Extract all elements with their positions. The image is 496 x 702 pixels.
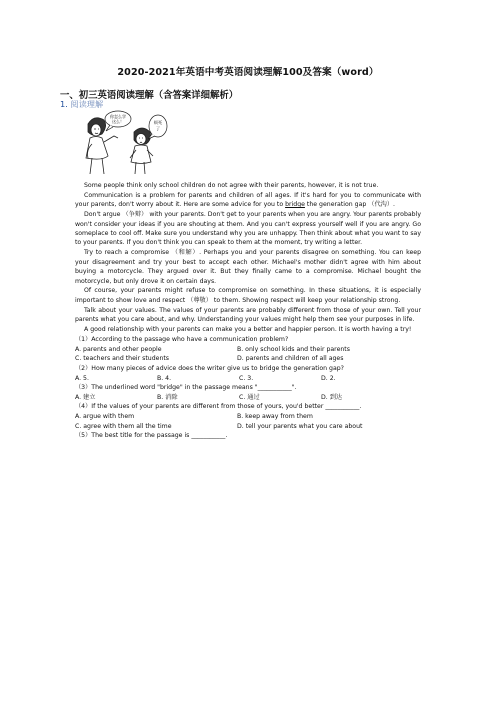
option-a[interactable]: A. 建立 bbox=[75, 393, 96, 401]
question-2-options bbox=[75, 374, 421, 383]
option-b[interactable]: B. 4. bbox=[157, 374, 172, 382]
paragraph-2 bbox=[75, 191, 421, 210]
option-d[interactable]: D. 2. bbox=[321, 374, 336, 382]
question-4-options-row-1 bbox=[75, 412, 421, 421]
question-2: （2）How many pieces of advice does the writer give us to bridge the generation gap? bbox=[75, 364, 344, 372]
paragraph-1: Some people think only school children do not agree with their parents, however, it is not true. bbox=[84, 182, 379, 189]
option-b[interactable]: B. only school kids and their parents bbox=[237, 345, 350, 353]
question-3: （3）The underlined word "bridge" in the passage means "___________". bbox=[75, 384, 297, 392]
option-b[interactable]: B. keep away from them bbox=[237, 413, 313, 421]
svg-text:了: 了 bbox=[155, 126, 161, 131]
option-a[interactable]: A. 5. bbox=[75, 374, 89, 382]
reading-passage bbox=[75, 181, 421, 441]
paragraph-7: A good relationship with your parents can make you a better and happier person. It is worth having a try! bbox=[84, 326, 412, 334]
option-a[interactable]: A. parents and other people bbox=[75, 345, 162, 353]
question-4-options-row-2 bbox=[75, 422, 421, 431]
speech-bubble-left bbox=[105, 111, 131, 131]
question-1-options-row-1 bbox=[75, 345, 421, 354]
speech-bubble-right bbox=[148, 115, 167, 139]
option-d[interactable]: D. tell your parents what you care about bbox=[237, 422, 363, 430]
underlined-word: bridge bbox=[285, 201, 305, 209]
option-c[interactable]: C. 3. bbox=[239, 374, 254, 382]
paragraph-6: Talk about your values. The values of your parents are probably different from those of your own. Tell your parents what you care about, and why. Understanding your values might help them see your purposes in life. bbox=[75, 306, 421, 324]
svg-text:烦死: 烦死 bbox=[153, 120, 163, 125]
option-c[interactable]: C. agree with them all the time bbox=[75, 422, 172, 430]
paragraph-2-tail: the generation gap （代沟）. bbox=[304, 201, 395, 209]
subsection-number: 1. bbox=[60, 99, 68, 109]
question-4: （4）If the values of your parents are different from those of yours, you'd better ___________. bbox=[75, 403, 362, 411]
paragraph-3: Don't argue （争辩） with your parents. Don't get to your parents when you are angry. Your parents probably won't consider your ideas if you are shouting at them. And you can't express yourself well if you are angry. Go someplace to cool off. Make sure you understand why you are unhappy. Then think about what you want to say to your parents. If you don't think you can speak to them at the moment, try writing a letter. bbox=[75, 211, 421, 247]
option-d[interactable]: D. parents and children of all ages bbox=[237, 355, 344, 363]
question-1: （1）According to the passage who have a communication problem? bbox=[75, 336, 289, 343]
question-3-options bbox=[75, 393, 421, 402]
subsection-heading bbox=[60, 99, 103, 110]
option-a[interactable]: A. argue with them bbox=[75, 413, 135, 421]
option-d[interactable]: D. 到达 bbox=[321, 393, 343, 401]
cartoon-illustration bbox=[78, 110, 170, 176]
subsection-label: 阅读理解 bbox=[70, 99, 104, 109]
document-title: 2020-2021年英语中考英语阅读理解100及答案（word） bbox=[117, 67, 379, 78]
svg-text:你怎么学: 你怎么学 bbox=[110, 114, 126, 119]
option-b[interactable]: B. 消除 bbox=[157, 393, 178, 401]
option-c[interactable]: C. teachers and their students bbox=[75, 355, 170, 363]
option-c[interactable]: C. 通过 bbox=[239, 393, 260, 401]
paragraph-2-text: Communication is a problem for parents and children of all ages. If it's hard for you to communicate with your parents, don't worry about it. Here are some advice for you to bbox=[75, 191, 421, 209]
svg-text:这么！: 这么！ bbox=[112, 119, 124, 124]
paragraph-4: Try to reach a compromise （和解）. Perhaps you and your parents disagree on something. You can keep your disagreement and try your best to accept each other. Michael's mother didn't agree with him about buying a motorcycle. They argued over it. But they finally came to a compromise. Michael bought the motorcycle, but only drove it on certain days. bbox=[75, 249, 421, 285]
section-heading: 一、初三英语阅读理解（含答案详细解析） bbox=[60, 90, 239, 101]
question-1-options-row-2 bbox=[75, 354, 421, 363]
question-5: （5）The best title for the passage is ___________. bbox=[75, 432, 228, 440]
paragraph-5: Of course, your parents might refuse to compromise on something. In these situations, it is especially important to show love and respect （尊敬） to them. Showing respect will keep your relationship strong. bbox=[75, 287, 421, 304]
